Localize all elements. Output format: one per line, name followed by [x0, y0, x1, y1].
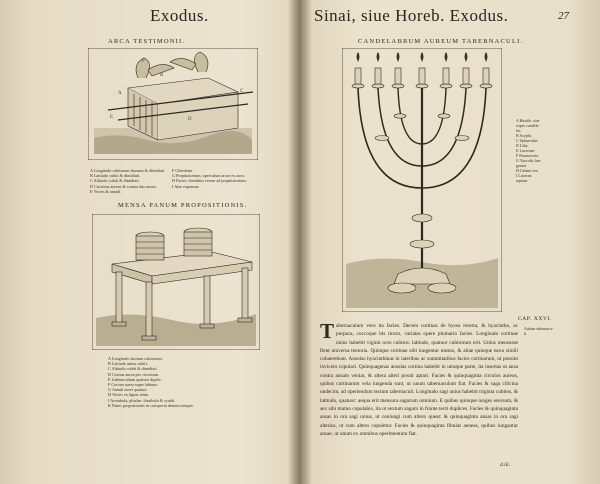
key-entry: D Corona aurea per circuitum. [108, 371, 160, 377]
left-running-head: Exodus. [150, 6, 209, 25]
key-entry: C Altitudo cubiti & dimidiati. [108, 366, 158, 372]
key-entry: G Propitiatorium, operculum arcae ex auro. [172, 173, 245, 179]
key-entry: G Annuli aurei quatuor. [108, 387, 148, 393]
shewbread-table-woodcut-illustration [92, 214, 260, 350]
svg-text:E: E [110, 115, 114, 120]
drop-cap: T [320, 319, 335, 343]
svg-text:D: D [188, 117, 192, 122]
right-page [304, 0, 600, 484]
key-entry: H Calami sex. [516, 168, 539, 173]
key-entry: G Vasa ubi fun- [516, 158, 542, 163]
signature-mark: d.iii. [500, 462, 511, 468]
key-entry: H Facies cherubim versae ad propitiatorium. [172, 178, 247, 184]
chapter-body-text [320, 319, 518, 438]
svg-text:B: B [160, 73, 164, 78]
key-entry: H Vectes ex lignis setim. [108, 392, 150, 398]
key-entry: D Circuitus aureus & cornua duo aurea. [90, 183, 157, 189]
svg-text:F: F [142, 59, 145, 64]
marginal-note-line: Aulaea tabernacu- [524, 326, 554, 331]
key-entry: I Acetabula, phialae, thuribula & cyathi. [108, 397, 176, 403]
key-entry: septem. [516, 178, 529, 183]
marginal-note-line: li. [524, 331, 528, 336]
key-entry: E Vectes & annuli. [90, 188, 122, 194]
figure-caption-candlestick: CANDELABRUM AUREUM TABERNACULI. [358, 38, 524, 45]
key-entry: A Hastile, siue [516, 118, 540, 123]
key-entry: B Scyphi. [516, 133, 532, 138]
key-entry: D Lilia. [516, 143, 529, 148]
candlestick-key [516, 118, 566, 183]
key-entry: A Longitudo cubitorum duorum & dimidiati. [90, 168, 166, 173]
ark-key-left [90, 168, 166, 194]
ark-key-right [172, 168, 258, 189]
key-entry: stipes candela- [516, 123, 540, 128]
marginal-note [524, 326, 564, 336]
key-entry: E Lucernae. [516, 148, 536, 153]
right-running-head: Sinai, siue Horeb. Exodus. [314, 6, 509, 25]
key-entry: gantur. [516, 163, 527, 168]
key-entry: A Longitudo duorum cubitorum. [108, 356, 163, 361]
svg-text:C: C [240, 89, 244, 94]
left-page [0, 0, 296, 484]
menorah-woodcut-illustration [342, 48, 502, 312]
svg-text:A: A [118, 91, 122, 96]
key-entry: B Latitudo cubiti & dimidiati. [90, 173, 141, 179]
key-entry: B Latitudo unius cubiti. [108, 361, 148, 367]
key-entry: I Alae expansae. [172, 183, 200, 189]
page-number: 27 [558, 10, 569, 22]
key-entry: F Cherubim. [172, 168, 194, 173]
key-entry: C Sphaerulae. [516, 138, 539, 143]
key-entry: C Altitudo cubiti & dimidiati. [90, 178, 140, 184]
table-key [108, 356, 278, 408]
figure-caption-ark: ARCA TESTIMONII. [108, 38, 186, 45]
key-entry: F Corona aurea super labium. [108, 382, 158, 388]
body-paragraph: abernaculum vero ita facies. Decem cortinas de bysso retorta, & hyacintho, ac purpura, coccoque bis tincto, variatas opere plumario facies. Longitudo cortinae unius habebit viginti octo cubitos: latitudo, quatuor cubitorum erit. Unius mensurae fient universa tentoria. Quinque cortinae sibi iungentur mutuo, & aliae quinque nexu simili cohaerebunt. Ansulas hyacinthinas in lateribus ac summitatibus facies cortinarum, ut possint invicem copulari. Quinquagenas ansulas cortina habebit in utraque parte, ita insertas ut ansa contra ansam veniat, & altera alteri possit aptari. Facies & quinquaginta circulos aureos, quibus cortinarum vela iungenda sunt, ut unum tabernaculum fiat. Facies & saga cilicina undecim, ad operiendum tectum tabernaculi. Longitudo sagi unius habebit triginta cubitos, & latitudo, quatuor: aequa erit mensura sagorum omnium. E quibus quinque iunges seorsum, & sex sibi mutuo copulabis, ita ut sextum sagum in fronte tecti duplices. Facies & quinquaginta ansas in ora sagi unius, ut coniungi cum altero queat: & quinquaginta ansas in ora sagi alterius, ut cum altero copuletur. Facies & quinquaginta fibulas aeneas, quibus iungantur ansae, ut unum ex omnibus operimentum fiat. [320, 323, 518, 437]
key-entry: K Panes propositionis in conspectu domini semper. [108, 402, 194, 408]
chapter-heading: CAP. XXVI. [518, 316, 552, 322]
ark-woodcut-illustration [88, 48, 258, 160]
key-entry: bri. [516, 128, 522, 133]
key-entry: E Labium altum quatuor digitis. [108, 376, 162, 382]
figure-caption-table: MENSA PANUM PROPOSITIONIS. [118, 202, 248, 209]
key-entry: F Emunctoria. [516, 153, 539, 158]
key-entry: I Lucerna [516, 173, 532, 178]
